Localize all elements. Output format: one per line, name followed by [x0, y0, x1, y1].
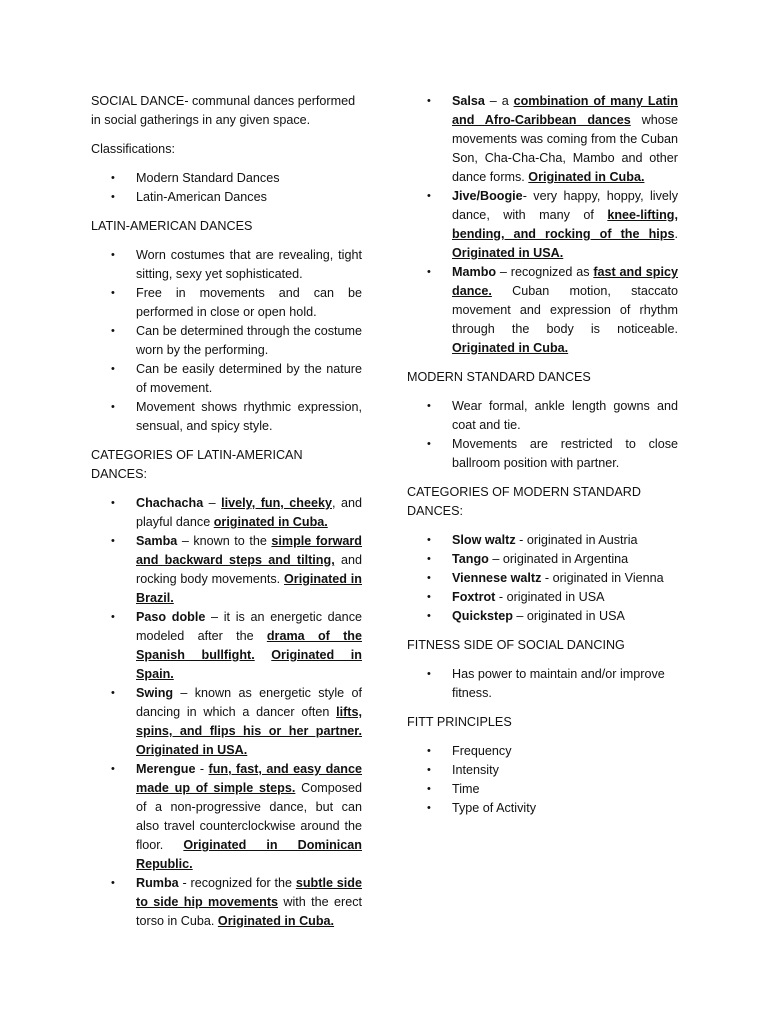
list-item: • Can be determined through the costume worn by the performing.	[111, 324, 362, 357]
left-column	[91, 92, 362, 941]
bullet-icon: •	[111, 287, 115, 299]
dance-mambo: • Mambo – recognized as fast and spicy dance. Cuban motion, staccato movement and expression of rhythm through the body is noticeable. Originated in Cuba.	[427, 265, 678, 355]
bullet-icon: •	[111, 172, 115, 184]
bullet-icon: •	[427, 783, 431, 795]
list-item: • Has power to maintain and/or improve fitness.	[427, 667, 665, 700]
list-item: • Can be easily determined by the nature of movement.	[111, 362, 362, 395]
bullet-icon: •	[111, 877, 115, 889]
social-dance-text: - communal dances performed in social gatherings in any given space.	[91, 94, 356, 127]
list-item: • Type of Activity	[407, 799, 678, 818]
dance-viennese-waltz: • Viennese waltz - originated in Vienna	[407, 569, 678, 588]
dance-tango: • Tango – originated in Argentina	[407, 550, 678, 569]
list-item: • Frequency	[407, 742, 678, 761]
bullet-icon: •	[427, 553, 431, 565]
modern-categories-list	[407, 531, 678, 626]
bullet-icon: •	[111, 535, 115, 547]
dance-paso-doble: • Paso doble – it is an energetic dance modeled after the drama of the Spanish bullfight. Originated in Spain.	[111, 610, 362, 681]
bullet-icon: •	[427, 95, 431, 107]
list-item: • Worn costumes that are revealing, tight sitting, sexy yet sophisticated.	[111, 248, 362, 281]
dance-samba: • Samba – known to the simple forward and backward steps and tilting, and rocking body movements. Originated in Brazil.	[111, 534, 363, 605]
bullet-icon: •	[111, 363, 115, 375]
social-dance-definition	[91, 92, 362, 130]
list-item: • Modern Standard Dances	[91, 169, 362, 188]
bullet-icon: •	[111, 249, 115, 261]
list-item: • Wear formal, ankle length gowns and coat and tie.	[427, 399, 678, 432]
dance-jive-boogie: • Jive/Boogie- very happy, hoppy, lively dance, with many of knee-lifting, bending, and rocking of the hips. Originated in USA.	[427, 189, 678, 260]
dance-merengue: • Merengue - fun, fast, and easy dance made up of simple steps. Composed of a non-progressive dance, but can also travel counterclockwise around the floor. Originated in Dominican Republic.	[111, 762, 363, 871]
list-item: • Free in movements and can be performed in close or open hold.	[111, 286, 362, 319]
fitt-points-list	[407, 742, 678, 818]
bullet-icon: •	[111, 611, 115, 623]
bullet-icon: •	[427, 400, 431, 412]
modern-heading: MODERN STANDARD DANCES	[407, 370, 591, 384]
latin-points-list	[91, 246, 362, 436]
dance-rumba: • Rumba - recognized for the subtle side to side hip movements with the erect torso in Cuba. Originated in Cuba.	[111, 876, 362, 928]
bullet-icon: •	[427, 572, 431, 584]
list-item: • Movement shows rhythmic expression, sensual, and spicy style.	[111, 400, 362, 433]
list-item: • Latin-American Dances	[91, 188, 362, 207]
dance-slow-waltz: • Slow waltz - originated in Austria	[407, 531, 678, 550]
latin-heading: LATIN-AMERICAN DANCES	[91, 219, 253, 233]
bullet-icon: •	[111, 191, 115, 203]
bullet-icon: •	[427, 591, 431, 603]
list-item: • Time	[407, 780, 678, 799]
bullet-icon: •	[111, 401, 115, 413]
dance-chachacha: • Chachacha – lively, fun, cheeky, and playful dance originated in Cuba.	[111, 496, 362, 529]
bullet-icon: •	[427, 764, 431, 776]
classifications-list	[91, 169, 362, 207]
list-item: • Movements are restricted to close ballroom position with partner.	[427, 437, 678, 470]
right-column	[407, 92, 678, 828]
dance-quickstep: • Quickstep – originated in USA	[407, 607, 678, 626]
fitness-heading: FITNESS SIDE OF SOCIAL DANCING	[407, 638, 625, 652]
bullet-icon: •	[427, 266, 431, 278]
list-item: • Intensity	[407, 761, 678, 780]
bullet-icon: •	[427, 610, 431, 622]
modern-categories-heading: CATEGORIES OF MODERN STANDARD DANCES:	[407, 485, 641, 518]
bullet-icon: •	[427, 802, 431, 814]
fitt-heading: FITT PRINCIPLES	[407, 715, 512, 729]
bullet-icon: •	[111, 325, 115, 337]
dance-salsa: • Salsa – a combination of many Latin and Afro-Caribbean dances whose movements was coming from the Cuban Son, Cha-Cha-Cha, Mambo and other dance forms. Originated in Cuba.	[427, 94, 679, 184]
social-dance-term: SOCIAL DANCE	[91, 94, 185, 108]
modern-points-list	[407, 397, 678, 473]
bullet-icon: •	[427, 745, 431, 757]
bullet-icon: •	[427, 190, 431, 202]
bullet-icon: •	[111, 687, 115, 699]
dance-foxtrot: • Foxtrot - originated in USA	[407, 588, 678, 607]
latin-categories-continued-list	[407, 92, 678, 358]
bullet-icon: •	[111, 763, 115, 775]
classifications-label: Classifications:	[91, 142, 175, 156]
bullet-icon: •	[111, 497, 115, 509]
fitness-points-list	[407, 665, 678, 703]
latin-categories-heading: CATEGORIES OF LATIN-AMERICAN DANCES:	[91, 448, 303, 481]
bullet-icon: •	[427, 668, 431, 680]
latin-categories-list	[91, 494, 362, 931]
bullet-icon: •	[427, 534, 431, 546]
bullet-icon: •	[427, 438, 431, 450]
dance-swing: • Swing – known as energetic style of dancing in which a dancer often lifts, spins, and flips his or her partner. Originated in USA.	[111, 686, 362, 757]
